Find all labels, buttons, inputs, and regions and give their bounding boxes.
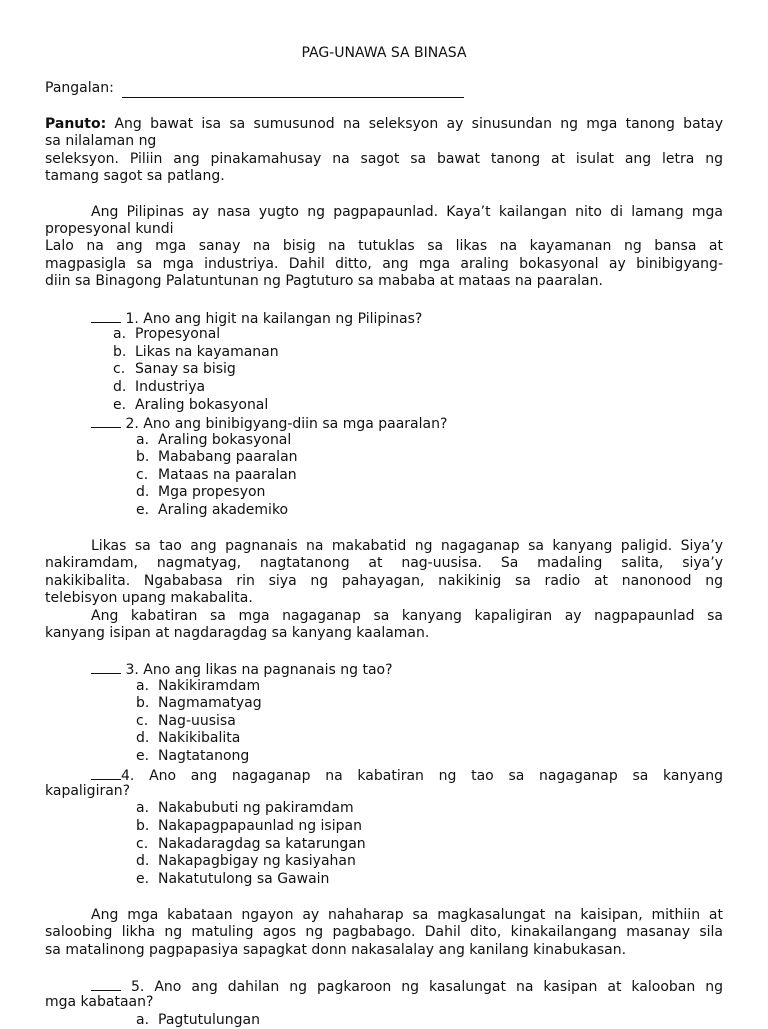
question-5: 5. Ano ang dahilan ng pagkaroon ng kasalungat na kasipan at kalooban ng [91, 977, 723, 996]
passage1-line: diin sa Binagong Palatuntunan ng Pagtuturo sa mababa at mataas na paaralan. [45, 273, 603, 289]
passage2-line: nakikibalita. Ngababasa rin siya ng pahayagan, nakikinig sa radio at nanonood ng [45, 573, 723, 589]
answer-blank[interactable] [91, 414, 121, 428]
passage2-line: Ang kabatiran sa mga nagaganap sa kanyang kapaligiran ay nagpapaunlad sa [91, 608, 723, 624]
passage2-line: kanyang isipan at nagdaragdag sa kanyang kaalaman. [45, 625, 430, 641]
question-4: 4. Ano ang nagaganap na kabatiran ng tao sa nagaganap sa kanyang [91, 766, 723, 785]
instructions-line-2: sa nilalaman ng [45, 133, 157, 149]
passage2-line: nakiramdam, nagmatyag, nagtatanong at nag-uusisa. Sa madaling salita, siya’y [45, 555, 723, 571]
option-item: c. Nag-uusisa [136, 713, 236, 729]
option-item: c. Nakadaragdag sa katarungan [136, 836, 366, 852]
option-item: e. Araling bokasyonal [113, 397, 269, 413]
option-item: a. Araling bokasyonal [136, 432, 292, 448]
option-item: e. Nagtatanong [136, 748, 250, 764]
option-item: b. Nakapagpapaunlad ng isipan [136, 818, 362, 834]
option-item: e. Nakatutulong sa Gawain [136, 871, 330, 887]
answer-blank[interactable] [91, 766, 121, 780]
instructions-line-3: seleksyon. Piliin ang pinakamahusay na sagot sa bawat tanong at isulat ang letra ng [45, 151, 723, 167]
option-item: a. Propesyonal [113, 326, 221, 342]
option-item: d. Nakikibalita [136, 730, 241, 746]
page-title: PAG-UNAWA SA BINASA [301, 45, 467, 61]
passage1-line: Ang Pilipinas ay nasa yugto ng pagpapaunlad. Kaya’t kailangan nito di lamang mga [91, 204, 723, 220]
name-blank-line[interactable] [122, 97, 464, 98]
passage3-line: saloobing likha ng matuling agos ng pagbabago. Dahil dito, kinakailangang masanay sila [45, 924, 723, 940]
option-item: d. Nakapagbigay ng kasiyahan [136, 853, 356, 869]
option-item: d. Industriya [113, 379, 206, 395]
question-1: 1. Ano ang higit na kailangan ng Pilipinas? [91, 309, 731, 328]
name-label: Pangalan: [45, 80, 114, 96]
option-item: a. Pagtutulungan [136, 1012, 260, 1028]
instructions-line-1: Panuto: Ang bawat isa sa sumusunod na seleksyon ay sinusundan ng mga tanong batay [45, 116, 724, 132]
passage2-line: Likas sa tao ang pagnanais na makabatid ng nagaganap sa kanyang paligid. Siya’y [91, 538, 723, 554]
option-item: b. Nagmamatyag [136, 695, 262, 711]
question-2: 2. Ano ang binibigyang-diin sa mga paaralan? [91, 414, 731, 433]
question-3: 3. Ano ang likas na pagnanais ng tao? [91, 660, 731, 679]
answer-blank[interactable] [91, 977, 121, 991]
passage3-line: Ang mga kabataan ngayon ay nahaharap sa magkasalungat na kaisipan, mithiin at [91, 907, 723, 923]
option-item: b. Mababang paaralan [136, 449, 298, 465]
passage3-line: sa matalinong pagpapasiya sapagkat donn nakasalalay ang kanilang kinabukasan. [45, 942, 627, 958]
option-item: a. Nakikiramdam [136, 678, 261, 694]
answer-blank[interactable] [91, 309, 121, 323]
passage1-line: propesyonal kundi [45, 221, 174, 237]
option-item: c. Mataas na paaralan [136, 467, 297, 483]
instructions-label: Panuto: [45, 116, 107, 132]
passage1-line: magpasigla sa mga industriya. Dahil ditto, ang mga araling bokasyonal ay binibigyang- [45, 256, 723, 272]
option-item: c. Sanay sa bisig [113, 361, 236, 377]
question-5-cont: mga kabataan? [45, 994, 154, 1010]
question-4-cont: kapaligiran? [45, 783, 131, 799]
option-item: a. Nakabubuti ng pakiramdam [136, 800, 354, 816]
instructions-line-4: tamang sagot sa patlang. [45, 168, 225, 184]
option-item: e. Araling akademiko [136, 502, 289, 518]
passage1-line: Lalo na ang mga sanay na bisig na tutuklas sa likas na kayamanan ng bansa at [45, 238, 723, 254]
answer-blank[interactable] [91, 660, 121, 674]
passage2-line: telebisyon upang makabalita. [45, 590, 253, 606]
option-item: d. Mga propesyon [136, 484, 266, 500]
option-item: b. Likas na kayamanan [113, 344, 279, 360]
